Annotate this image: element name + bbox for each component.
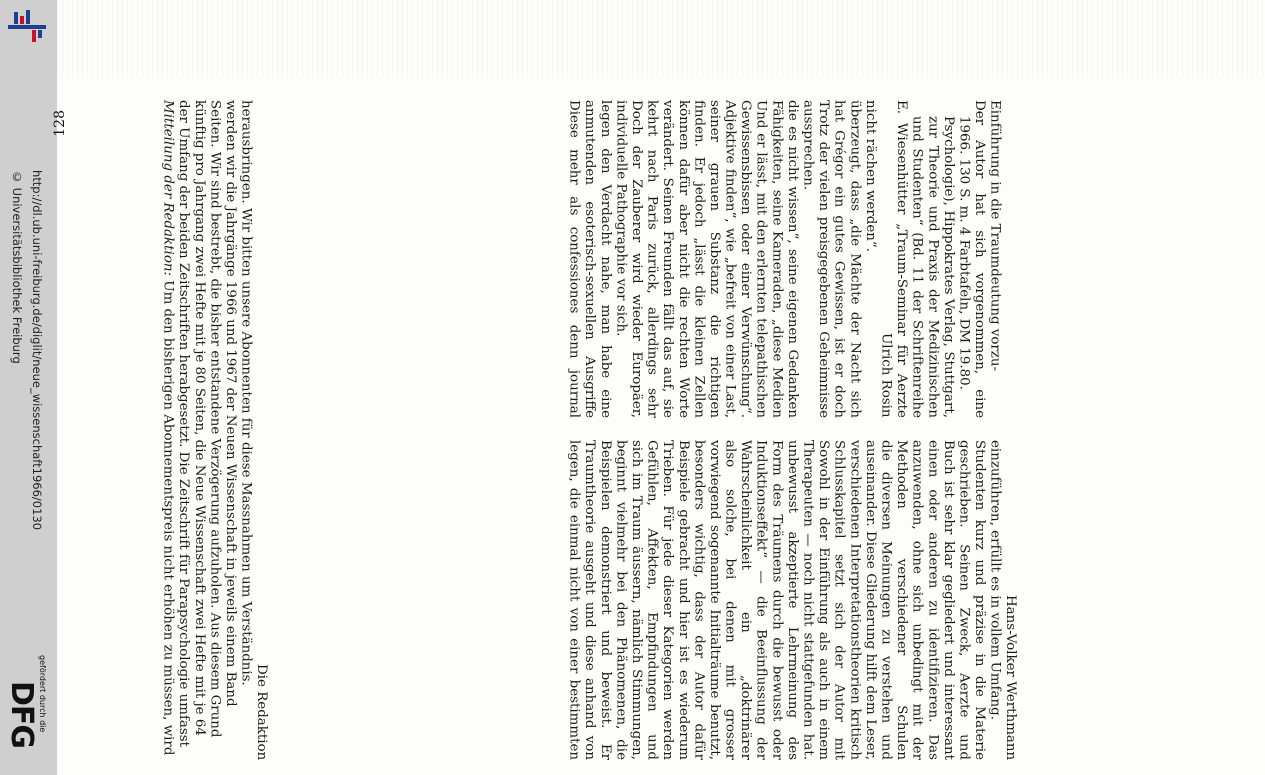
paragraph: legen, die einmal nicht von einer bestimmten Traumtheorie ausgeht und diese anhand von Beispielen demonstriert und beweist. Er beginnt vielmehr bei den Phänomenen, die sich im Traum äussern, nämlich Stimmungen, Gefühlen, Affekten, Empfindungen und Trieben. Für jede dieser Kategorien werden Beispiele gebracht und hier ist es wiederum besonders wichtig, dass der Autor dafür vorwiegend sogenannte Initialträume benutzt, also solche, bei denen mit grosser Wahrscheinlichkeit ein „doktrinärer Induktionseffekt“ — die Beeinflussung der Form des Träumens durch die bewusst oder unbewusst akzeptierte Lehrmeinung des Therapeuten — noch nicht stattgefunden hat. Sowohl in der Einführung als auch in einem Schlusskapitel setzt sich der Autor mit verschiedenen Interpretationstheorien kritisch auseinander. Diese Gliederung hilft dem Leser, die diversen Meinungen zu verstehen und Methoden verschiedener Schulen anzuwenden, ohne sich unbedingt mit der einen oder anderen zu identifizieren. Das Buch ist sehr klar gegliedert und interessant geschrieben. Seinen Zweck, Aerzte und Studenten kurz und präzise in die Materie einzuführen, erfüllt es in vollem Umfang. bbox=[566, 440, 1003, 760]
dfg-wordmark: DFG bbox=[4, 681, 39, 749]
editorial-notice bbox=[160, 100, 340, 760]
book-citation: E. Wiesenhütter „Traum-Seminar für Aerzte und Studenten“ (Bd. 11 der Schriftenreihe zur Theorie und Praxis der Medizinischen Psychologie), Hippokrates Verlag, Stuttgart, 1966. 130 S. m. 4 Farbtafeln, DM 19.80. bbox=[894, 100, 972, 418]
notice-heading: Mitteilung der Redaktion: bbox=[160, 100, 176, 277]
review-column-2 bbox=[566, 440, 1188, 760]
dfg-tagline: gefördert durch die bbox=[38, 655, 47, 733]
paragraph: Der Autor hat sich vorgenommen, eine Einführung in die Traumdeutung vorzu- bbox=[972, 100, 1003, 418]
copyright-note: © Universitätsbibliothek Freiburg bbox=[10, 170, 24, 364]
page-number: 128 bbox=[52, 110, 68, 137]
scan-edge bbox=[57, 0, 1265, 78]
source-url[interactable]: http://dl.ub.uni-freiburg.de/diglit/neue_wissenschaft1966/0130 bbox=[30, 170, 44, 531]
review-column-1 bbox=[566, 100, 1188, 418]
notice-body: Um den bisherigen Abonnementspreis nicht erhöhen zu müssen, wird der Umfang der beiden Zeitschriften herabgesetzt. Die Zeitschrift für Parapsychologie umfasst künftig pro Jahrgang zwei Hefte mit je 80 Seiten, die Neue Wissenschaft zwei Hefte mit je 64 Seiten. Wir sind bestrebt, die bisher entstandene Verzögerung aufzuholen. Aus diesem Grund werden wir die Jahrgänge 1966 und 1967 der Neuen Wissenschaft in jeweils einem Band herausbringen. Wir bitten unsere Abonnenten für diese Massnahmen um Verständnis. bbox=[160, 100, 254, 756]
reviewer-signature: Ulrich Rosin bbox=[878, 333, 894, 418]
sidebar bbox=[0, 0, 57, 775]
dfg-logo bbox=[4, 655, 52, 773]
reviewer-signature: Hans-Volker Werthmann bbox=[1003, 594, 1019, 760]
paragraph: Trotz der vielen preisgegebenen Geheimnisse hat Grégor ein gutes Gewissen, ist er doch überzeugt, dass „die Mächte der Nacht sich nicht rächen werden“. bbox=[816, 100, 878, 418]
paragraph: Diese mehr als confessiones denn journal anmutenden esoterisch-sexuellen Ausgriffe legen den Verdacht nahe, man habe eine individuelle Pathographie vor sich. bbox=[566, 100, 629, 418]
notice-signature: Die Redaktion bbox=[253, 663, 269, 760]
ub-freiburg-logo bbox=[6, 6, 48, 48]
paragraph: Doch der Zauberer wird wieder Europäer, kehrt nach Paris zurück, allerdings sehr verändert. Seinen Freunden fällt das auf, sie können dafür aber nicht die rechten Worte finden. Er jedoch „lässt die kleinen Zellen seiner grauen Substanz die richtigen Adjektive finden“, wie „befreit von einer Last, Gewissensbissen oder einer Verwünschung“. Und er lässt, mit den erlernten telepathischen Fähigkeiten, seine Kameraden, „diese Medien die es nicht wissen“, seine eigenen Gedanken aussprechen. bbox=[628, 100, 816, 418]
